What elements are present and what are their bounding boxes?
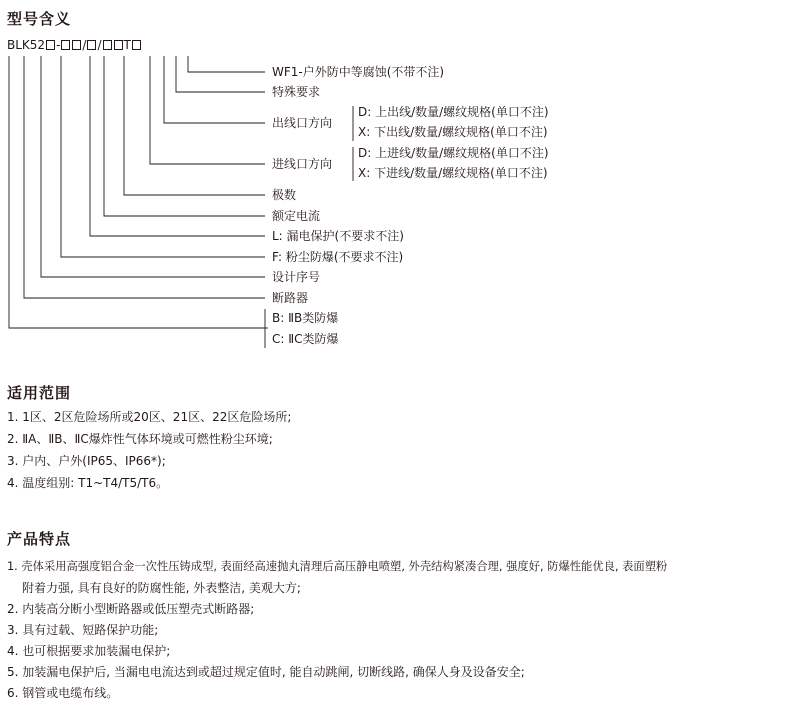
scope-item: 1. 1区、2区危险场所或20区、21区、22区危险场所; bbox=[7, 410, 292, 424]
scope-section-title: 适用范围 bbox=[7, 384, 72, 402]
feature-item: 6. 钢管或电缆布线。 bbox=[7, 686, 119, 700]
label-poles: 极数 bbox=[272, 188, 297, 202]
model-slash: / bbox=[97, 38, 102, 52]
label-wf1: WF1-户外防中等腐蚀(不带不注) bbox=[272, 65, 445, 79]
feature-item: 1. 壳体采用高强度铝合金一次性压铸成型, 表面经高速抛丸清理后高压静电喷塑, 外壳结构紧凑合理, 强度好, 防爆性能优良, 表面塑粉 bbox=[7, 560, 668, 573]
label-special: 特殊要求 bbox=[272, 85, 321, 99]
connector-dust bbox=[61, 56, 265, 257]
connector-class bbox=[9, 56, 265, 328]
feature-item: 2. 内装高分断小型断路器或低压塑壳式断路器; bbox=[7, 602, 255, 616]
label-inlet-d: D: 上进线/数量/螺纹规格(单口不注) bbox=[358, 146, 549, 160]
model-section-title: 型号含义 bbox=[7, 10, 72, 28]
scope-item: 4. 温度组别: T1~T4/T5/T6。 bbox=[7, 476, 169, 490]
label-breaker: 断路器 bbox=[272, 291, 309, 305]
model-dash: - bbox=[56, 38, 61, 52]
feature-item-continuation: 附着力强, 具有良好的防腐性能, 外表整洁, 美观大方; bbox=[22, 581, 301, 595]
connector-design bbox=[41, 56, 265, 277]
connector-poles bbox=[124, 56, 265, 195]
label-outlet-x: X: 下出线/数量/螺纹规格(单口不注) bbox=[358, 125, 548, 139]
connector-rated bbox=[104, 56, 265, 216]
feature-item: 4. 也可根据要求加装漏电保护; bbox=[7, 644, 171, 658]
connector-special bbox=[176, 56, 265, 92]
label-inlet-x: X: 下进线/数量/螺纹规格(单口不注) bbox=[358, 166, 548, 180]
label-rated-current: 额定电流 bbox=[272, 209, 321, 223]
model-prefix: BLK52 bbox=[7, 38, 46, 52]
feature-item: 3. 具有过载、短路保护功能; bbox=[7, 623, 159, 637]
connector-outlet bbox=[164, 56, 265, 123]
model-slash: / bbox=[82, 38, 87, 52]
connector-leakage bbox=[90, 56, 265, 236]
label-outlet-dir: 出线口方向 bbox=[272, 116, 333, 130]
label-outlet-d: D: 上出线/数量/螺纹规格(单口不注) bbox=[358, 105, 549, 119]
model-t-letter: T bbox=[123, 38, 131, 52]
label-leakage: L: 漏电保护(不要求不注) bbox=[272, 229, 404, 243]
label-design-no: 设计序号 bbox=[272, 270, 321, 284]
connector-wf1 bbox=[188, 56, 265, 72]
features-section-title: 产品特点 bbox=[7, 530, 72, 548]
label-iic: C: ⅡC类防爆 bbox=[272, 332, 339, 346]
label-dust: F: 粉尘防爆(不要求不注) bbox=[272, 250, 404, 264]
feature-item: 5. 加装漏电保护后, 当漏电电流达到或超过规定值时, 能自动跳闸, 切断线路, 确保人身及设备安全; bbox=[7, 665, 525, 679]
label-iib: B: ⅡB类防爆 bbox=[272, 311, 339, 325]
scope-item: 3. 户内、户外(IP65、IP66*); bbox=[7, 454, 166, 468]
scope-item: 2. ⅡA、ⅡB、ⅡC爆炸性气体环境或可燃性粉尘环境; bbox=[7, 432, 273, 446]
label-inlet-dir: 进线口方向 bbox=[272, 157, 333, 171]
